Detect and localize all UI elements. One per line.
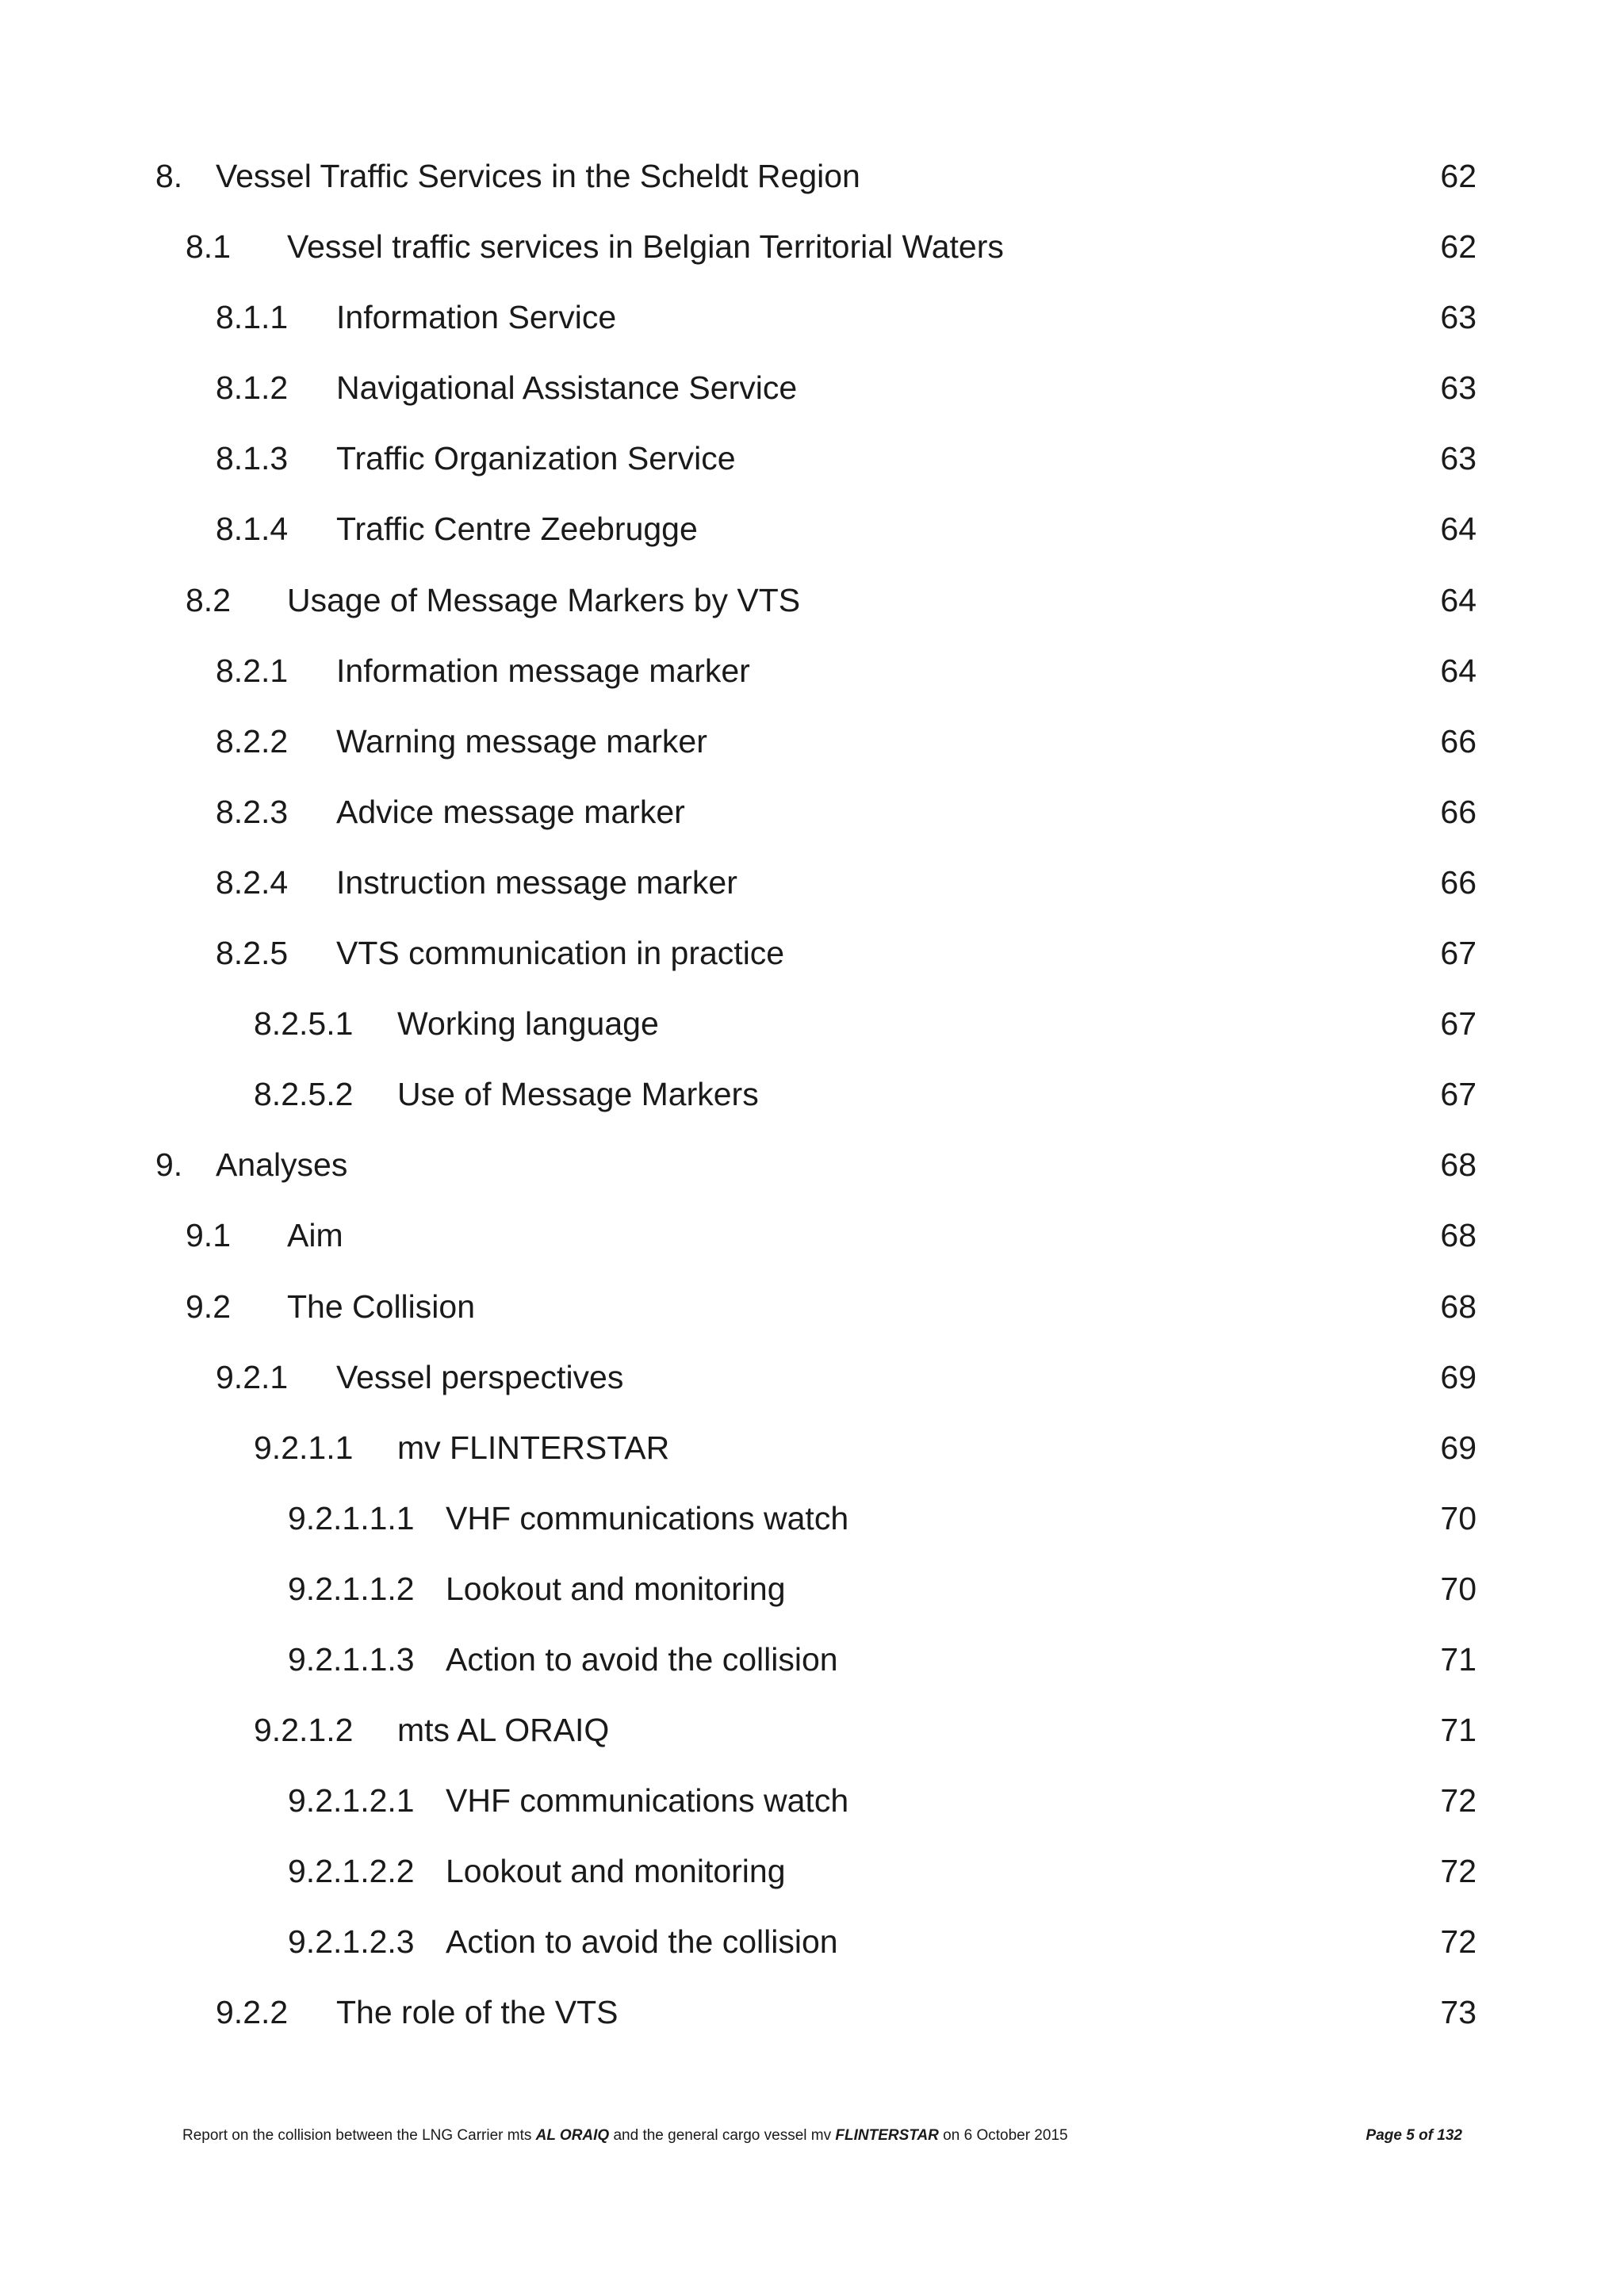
toc-entry[interactable] [0,507,1624,577]
toc-entry-number: 8.2 [186,581,231,618]
toc-entry-title: Information Service [336,299,617,336]
toc-entry-page: 67 [1440,1005,1477,1043]
toc-entry-title: Vessel traffic services in Belgian Territorial Waters [287,228,1004,266]
toc-entry-page: 70 [1440,1499,1477,1536]
toc-entry-title: Working language [397,1005,659,1043]
footer-text-segment: on 6 October 2015 [938,2127,1068,2144]
toc-entry-page: 62 [1440,158,1477,194]
toc-entry-number: 9.2.1.1 [254,1429,354,1466]
toc-entry-number: 8.1.1 [216,299,289,336]
toc-entry[interactable] [0,790,1624,860]
toc-entry-page: 62 [1440,228,1477,266]
toc-entry-title: Advice message marker [336,793,685,830]
toc-entry-page: 63 [1440,369,1477,407]
toc-entry[interactable] [0,1213,1624,1284]
toc-entry-title: VHF communications watch [446,1499,849,1536]
toc-entry[interactable] [0,1990,1624,2061]
toc-entry-title: VTS communication in practice [336,935,785,972]
toc-entry-number: 9.2.1.2.3 [288,1923,415,1961]
toc-entry[interactable] [0,1637,1624,1708]
toc-entry-number: 9.2.1.2.1 [288,1782,415,1820]
toc-entry[interactable] [0,154,1624,224]
toc-entry[interactable] [0,1919,1624,1990]
toc-entry-page: 71 [1440,1712,1477,1749]
toc-entry-title: Action to avoid the collision [446,1923,838,1961]
toc-entry-number: 8.2.5.1 [254,1005,354,1043]
toc-entry-number: 8.1.2 [216,369,289,407]
table-of-contents [0,154,1624,2061]
toc-entry[interactable] [0,1849,1624,1919]
toc-entry-number: 9.2.2 [216,1994,289,2031]
toc-entry-page: 66 [1440,722,1477,760]
toc-entry-title: mv FLINTERSTAR [397,1429,670,1466]
toc-entry-title: Action to avoid the collision [446,1640,838,1678]
toc-entry-number: 8.1 [186,228,231,266]
toc-entry-title: Instruction message marker [336,863,737,901]
toc-entry-page: 66 [1440,863,1477,901]
toc-entry-number: 9.2.1.1.2 [288,1570,415,1607]
toc-entry-page: 67 [1440,1076,1477,1113]
toc-entry-page: 70 [1440,1570,1477,1607]
toc-entry-page: 72 [1440,1923,1477,1961]
toc-entry[interactable] [0,1708,1624,1778]
toc-entry[interactable] [0,224,1624,295]
toc-entry-number: 9. [155,1146,183,1184]
toc-entry[interactable] [0,1142,1624,1213]
toc-entry-number: 8.1.3 [216,440,289,477]
page-number: Page 5 of 132 [1365,2127,1462,2144]
toc-entry-page: 63 [1440,299,1477,336]
toc-entry-title: Information message marker [336,652,750,689]
toc-entry-page: 64 [1440,511,1477,548]
toc-entry-number: 9.2.1.1.3 [288,1640,415,1678]
toc-entry-number: 8.2.2 [216,722,289,760]
toc-entry-number: 9.2.1.2 [254,1712,354,1749]
toc-entry-page: 63 [1440,440,1477,477]
toc-entry-page: 69 [1440,1429,1477,1466]
toc-entry-page: 68 [1440,1288,1477,1325]
toc-entry-number: 8.2.5.2 [254,1076,354,1113]
toc-entry-title: Lookout and monitoring [446,1853,786,1890]
toc-entry-page: 73 [1440,1994,1477,2031]
toc-entry-title: Warning message marker [336,722,707,760]
toc-entry[interactable] [0,436,1624,507]
toc-entry-number: 9.1 [186,1217,231,1254]
toc-entry-title: Navigational Assistance Service [336,369,798,407]
toc-entry-number: 9.2.1.1.1 [288,1499,415,1536]
toc-entry-title: Vessel Traffic Services in the Scheldt Region [216,158,860,194]
toc-entry-title: Traffic Organization Service [336,440,736,477]
toc-entry-page: 72 [1440,1782,1477,1820]
toc-entry-title: Vessel perspectives [336,1358,624,1395]
toc-entry[interactable] [0,1284,1624,1355]
toc-entry[interactable] [0,1778,1624,1849]
toc-entry-page: 71 [1440,1640,1477,1678]
footer-text-segment: Report on the collision between the LNG Carrier mts [182,2127,536,2144]
toc-entry-number: 8.2.4 [216,863,289,901]
toc-entry-title: Usage of Message Markers by VTS [287,581,801,618]
toc-entry-page: 66 [1440,793,1477,830]
toc-entry-number: 9.2.1.2.2 [288,1853,415,1890]
toc-entry[interactable] [0,931,1624,1001]
footer-text-segment: and the general cargo vessel mv [609,2127,836,2144]
footer-vessel-name: AL ORAIQ [535,2127,610,2144]
footer-vessel-name: FLINTERSTAR [835,2127,939,2144]
toc-entry[interactable] [0,1072,1624,1142]
toc-entry-title: VHF communications watch [446,1782,849,1820]
toc-entry-number: 8.2.5 [216,935,289,972]
toc-entry[interactable] [0,1001,1624,1072]
toc-entry[interactable] [0,578,1624,649]
footer-report-title [182,2125,1068,2147]
toc-entry-number: 8.1.4 [216,511,289,548]
toc-entry-title: mts AL ORAIQ [397,1712,610,1749]
toc-entry[interactable] [0,649,1624,719]
toc-entry-title: The role of the VTS [336,1994,619,2031]
toc-entry-number: 9.2.1 [216,1358,289,1395]
toc-entry-title: The Collision [287,1288,475,1325]
toc-entry-number: 8. [155,158,183,194]
toc-entry-page: 68 [1440,1146,1477,1184]
toc-entry[interactable] [0,1496,1624,1567]
toc-entry[interactable] [0,1355,1624,1425]
toc-entry[interactable] [0,1425,1624,1496]
toc-entry-number: 8.2.3 [216,793,289,830]
toc-entry-title: Lookout and monitoring [446,1570,786,1607]
toc-entry[interactable] [0,1567,1624,1637]
toc-entry-title: Analyses [216,1146,348,1184]
toc-entry-page: 64 [1440,652,1477,689]
toc-entry[interactable] [0,719,1624,790]
toc-entry-title: Aim [287,1217,343,1254]
toc-entry-page: 64 [1440,581,1477,618]
toc-entry-title: Traffic Centre Zeebrugge [336,511,698,548]
toc-entry[interactable] [0,295,1624,365]
toc-entry-page: 68 [1440,1217,1477,1254]
toc-entry-page: 69 [1440,1358,1477,1395]
toc-entry[interactable] [0,365,1624,436]
toc-entry-number: 9.2 [186,1288,231,1325]
toc-entry-title: Use of Message Markers [397,1076,759,1113]
toc-entry[interactable] [0,860,1624,931]
toc-entry-page: 72 [1440,1853,1477,1890]
toc-entry-page: 67 [1440,935,1477,972]
toc-entry-number: 8.2.1 [216,652,289,689]
